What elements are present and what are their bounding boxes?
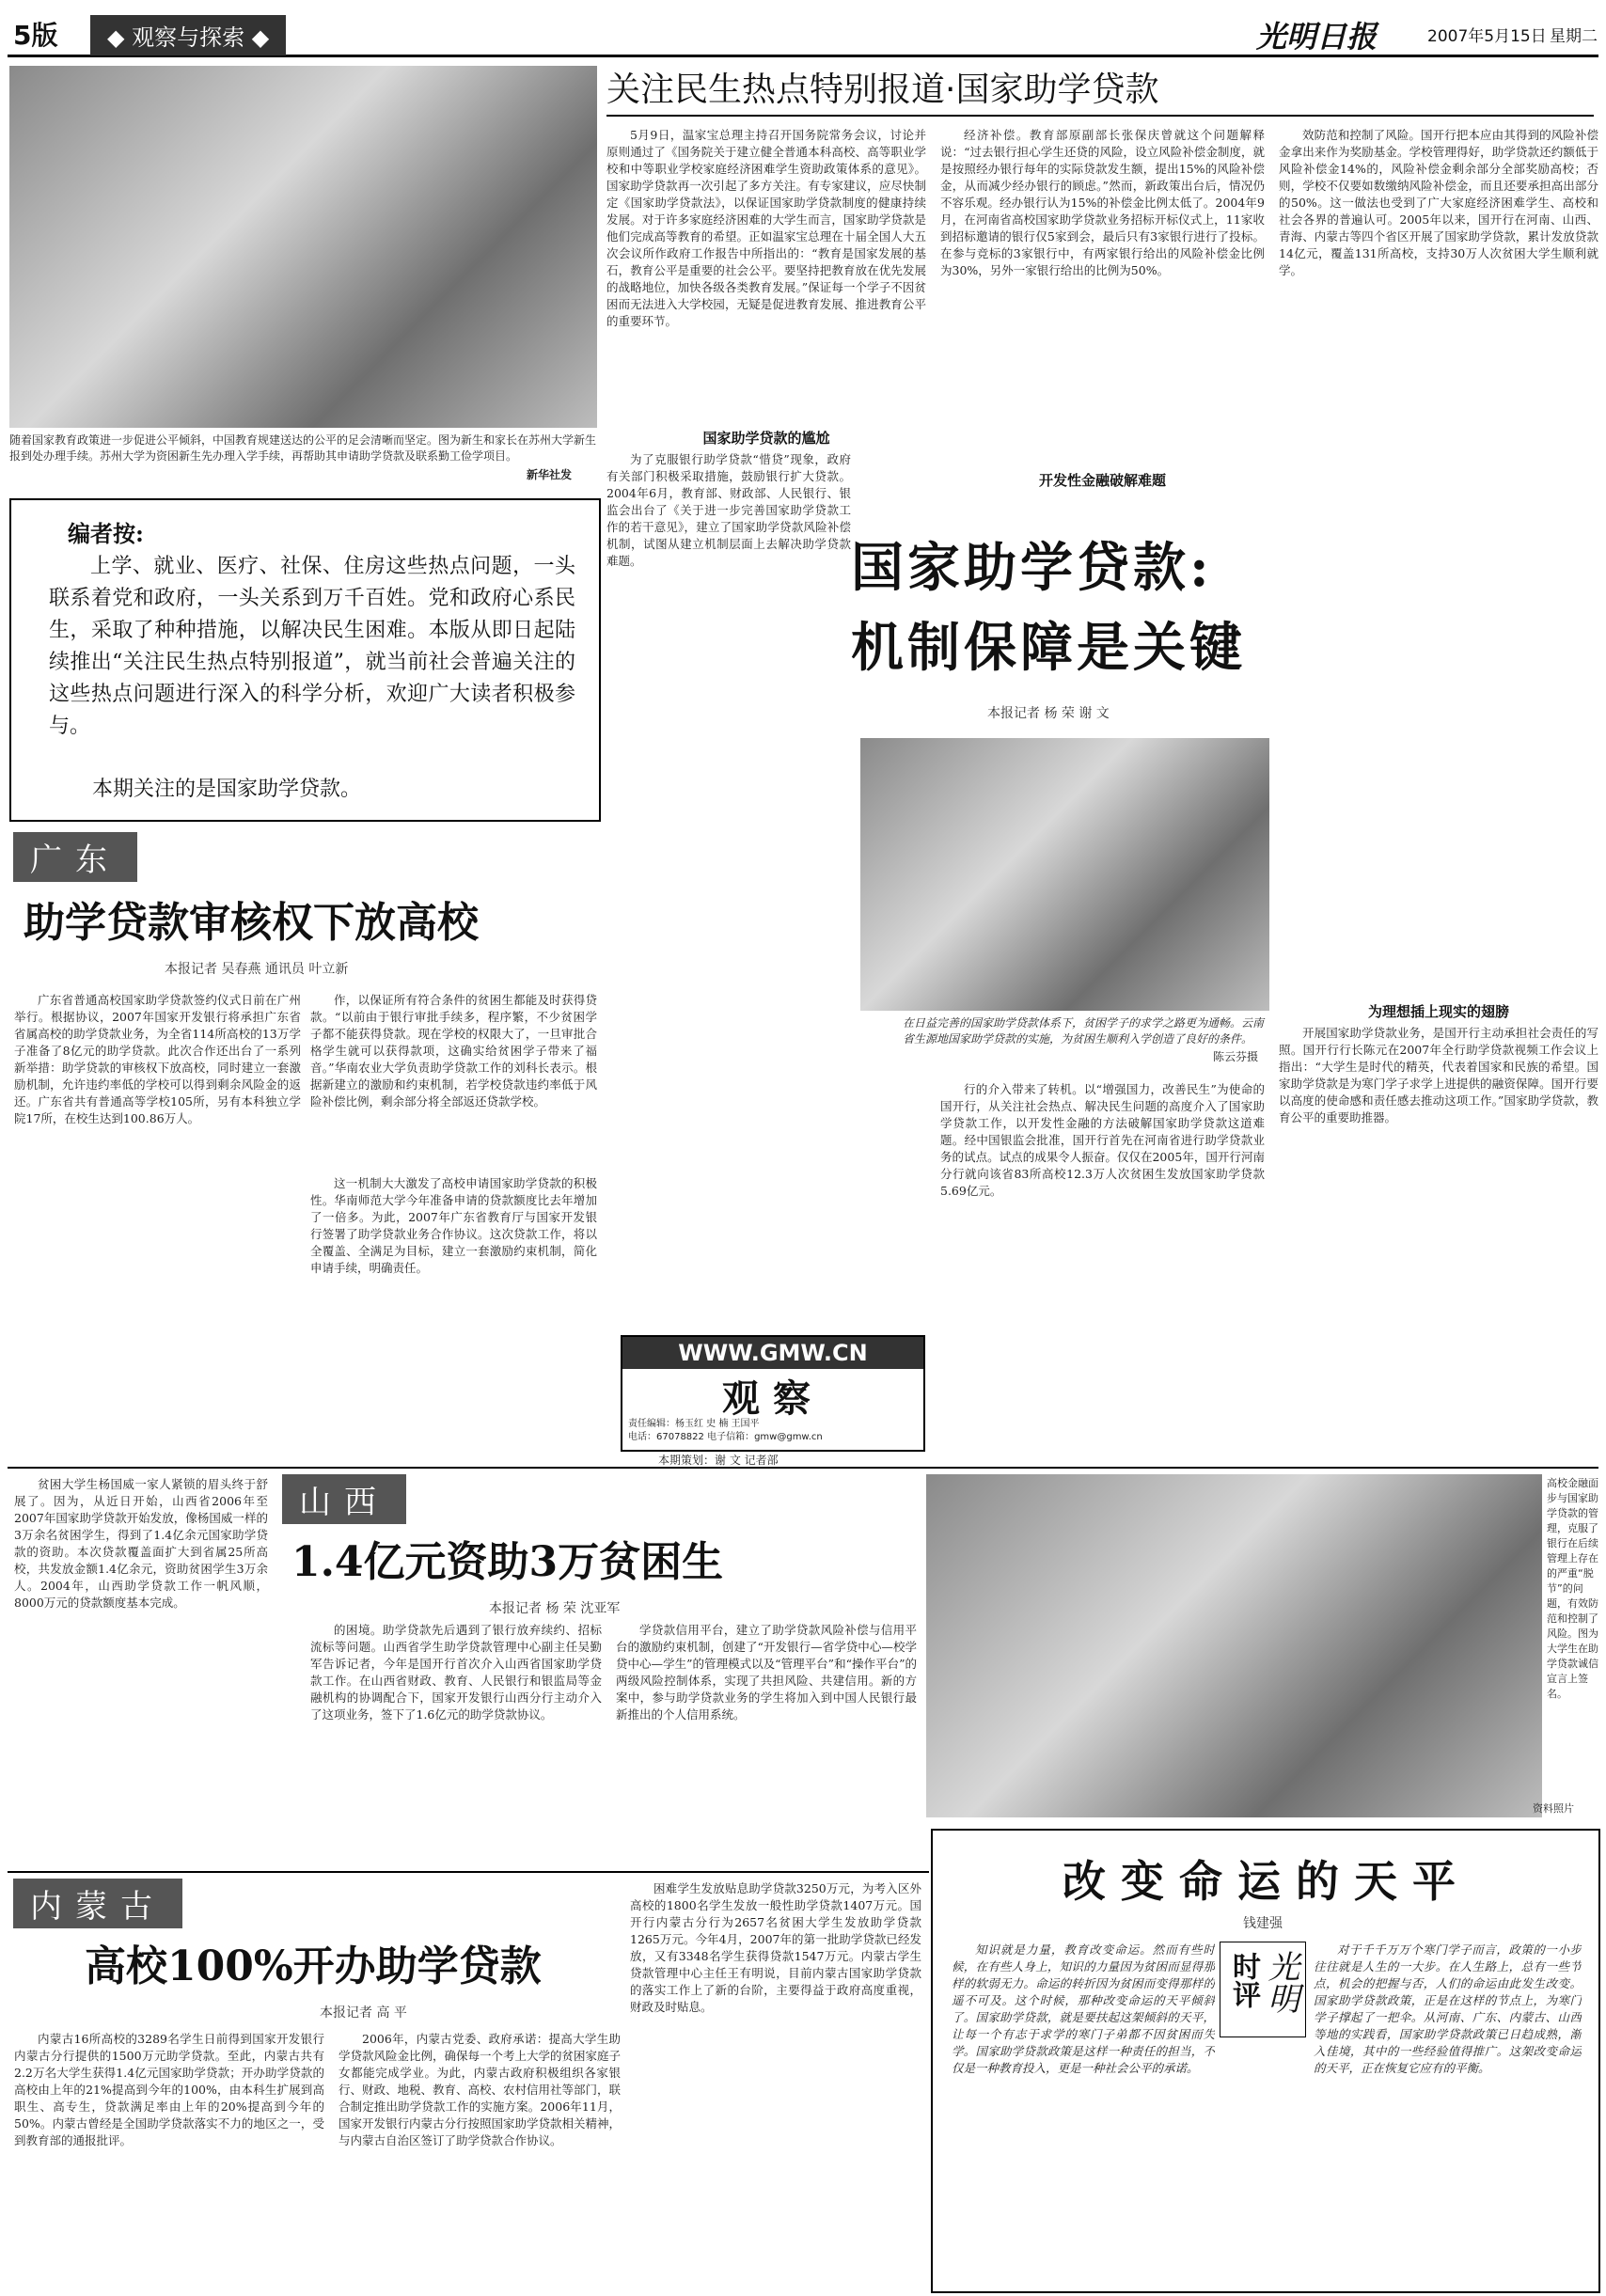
commentary-badge-big: 光明 xyxy=(1262,1950,1299,2014)
shanxi-title: 1.4亿元资助3万贫困生 xyxy=(291,1538,724,1586)
shanxi-byline: 本报记者 杨 荣 沈亚军 xyxy=(489,1601,621,1616)
issue-weekday: 星期二 xyxy=(1550,27,1598,46)
guangdong-col2: 作，以保证所有符合条件的贫困生都能及时获得贷款。“以前由于银行审批手续多，程序繁，不少贫困学子都不能获得贷款。现在学校的权限大了，一旦审批合格学生就可以获得款项，这确实给贫困学子带来了福音。”华南农业大学负责助学贷款工作的刘科长表示。根据新建立的激励和约束机制，若学校贷款违约率低于风险补偿比例，剩余部分将全部返还贷款学校。 xyxy=(310,993,597,1109)
main-title-line2: 机制保障是关键 xyxy=(851,617,1246,679)
top-photo-credit: 新华社发 xyxy=(527,468,573,481)
observe-contact: 电话：67078822 电子信箱：gmw@gmw.cn xyxy=(628,1432,823,1442)
main-article-col4b xyxy=(606,841,926,1081)
paper-name: 光明日报 xyxy=(1256,19,1378,55)
main-photo-caption: 在日益完善的国家助学贷款体系下，贫困学子的求学之路更为通畅。云南省生源地国家助学贷款的实施，为贫困生顺利入学创造了良好的条件。 xyxy=(903,1016,1265,1046)
masthead xyxy=(8,8,1598,57)
observe-title: 观察 xyxy=(722,1376,824,1421)
shanxi-col2: 的困境。助学贷款先后遇到了银行放弃续约、招标流标等问题。山西省学生助学贷款管理中心副主任吴勤军告诉记者，今年是国开行首次介入山西省国家助学贷款工作。在山西省财政、教育、人民银行和银监局等金融机构的协调配合下，国家开发银行山西分行主动介入了这项业务，签下了1.6亿元的助学贷款协议。 xyxy=(310,1623,602,1722)
guangdong-byline: 本报记者 吴春燕 通讯员 叶立新 xyxy=(165,962,349,977)
editor-note-closing: 本期关注的是国家助学贷款。 xyxy=(92,778,362,801)
editor-note-box xyxy=(9,498,601,822)
top-photo-caption: 随着国家教育政策进一步促进公平倾斜，中国教育规建送达的公平的足会清晰而坚定。图为新生和家长在苏州大学新生报到处办理手续。苏州大学为资困新生先办理入学手续，再帮助其申请助学贷款及联系勤工俭学项目。 xyxy=(9,433,597,463)
neimenggu-col2: 2006年，内蒙古党委、政府承诺：提高大学生助学贷款风险金比例，确保每一个考上大学的贫困家庭子女都能完成学业。为此，内蒙古政府积极组织各家银行、财政、地税、教育、高校、农村信用社等部门，联合制定推出助学贷款工作的实施方案。2006年11月，国家开发银行内蒙古分行按照国家助学贷款相关精神，与内蒙古自治区签订了助学贷款合作协议。 xyxy=(339,2032,621,2147)
commentary-author: 钱建强 xyxy=(1243,1916,1283,1931)
integrity-pledge-photo xyxy=(926,1474,1542,1817)
region-label-neimenggu: 内蒙古 xyxy=(13,1879,182,1928)
main-article-col6: 开展国家助学贷款业务，是国开行主动承担社会责任的写照。国开行行长陈元在2007年全行助学贷款视频工作会议上指出：“大学生是时代的精英，代表着国家和民族的希望。国家助学贷款是为寒门学子求学上进提供的融资保障。国开行要以高度的使命感和责任感去推动这项工作。”国家助学贷款，教育公平的重要助推器。 xyxy=(1279,1026,1598,1124)
main-photo-credit: 陈云芬摄 xyxy=(1213,1050,1259,1063)
observe-planner: 本期策划：谢 文 记者部 xyxy=(658,1454,779,1467)
guangdong-col1: 广东省普通高校国家助学贷款签约仪式日前在广州举行。根据协议，2007年国家开发银行将承担广东省省属高校的助学贷款业务，为全省114所高校的13万学子准备了8亿元的助学贷款。此次合作还出台了一系列新举措：助学贷款的审核权下放高校，同时建立一套激励机制，允许违约率低的学校可以得到剩余风险金的返还。广东省共有普通高等学校105所，另有本科独立学院17所，在校生达到100.86万人。 xyxy=(14,993,301,1125)
guangdong-col3: 这一机制大大激发了高校申请国家助学贷款的积极性。华南师范大学今年准备申请的贷款额度比去年增加了一倍多。为此，2007年广东省教育厅与国家开发银行签署了助学贷款业务合作协议。这次贷款工作，将以全覆盖、全满足为目标，建立一套激励约束机制，简化申请手续，明确责任。 xyxy=(310,1176,597,1275)
section-label-text: 观察与探索 xyxy=(132,24,245,51)
commentary-title: 改变命运的天平 xyxy=(1063,1856,1471,1907)
main-article-col3: 效防范和控制了风险。国开行把本应由其得到的风险补偿金拿出来作为奖励基金。学校管理得好，助学贷款还约额低于风险补偿金14%的，风险补偿金剩余部分全部奖励高校；否则，学校不仅要如数缴纳风险补偿金，而且还要承担高出部分的50%。这一做法也受到了广大家庭经济困难学生、高校和社会各界的普遍认可。2005年以来，国开行在河南、山西、青海、内蒙古等四个省区开展了国家助学贷款，累计发放贷款14亿元，覆盖131所高校，支持30万人次贫困大学生顺利就学。 xyxy=(1279,128,1598,277)
region-label-guangdong: 广东 xyxy=(13,832,137,882)
main-subhead-1: 国家助学贷款的尴尬 xyxy=(702,430,830,447)
section-label: ◆ 观察与探索 ◆ xyxy=(90,15,286,55)
shanxi-col1: 贫困大学生杨国威一家人紧锁的眉头终于舒展了。因为，从近日开始，山西省2006年至2007年国家助学贷款开始发放，像杨国威一样的3万余名贫困学生，得到了1.4亿余元国家助学贷款的资助。本次贷款覆盖面扩大到省属25所高校，共发放金额1.4亿余元，资助贫困学生3万余人。2004年，山西助学贷款工作一帆风顺，8000万元的贷款额度基本完成。 xyxy=(14,1477,268,1610)
main-subhead-3: 为理想插上现实的翅膀 xyxy=(1367,1003,1509,1020)
right-photo-caption: 高校金融面步与国家助学贷款的管理，克服了银行在后续管理上存在的严重“脱节”的问题，有效防范和控制了风险。图为大学生在助学贷款诚信宣言上签名。 xyxy=(1547,1477,1598,1700)
commentary-col1: 知识就是力量，教育改变命运。然而有些时候，在有些人身上，知识的力量因为贫困而显得那样的软弱无力。命运的转折因为贫困而变得那样的遥不可及。这个时候，那种改变命运的天平倾斜了。国家助学贷款，就是要扶起这架倾斜的天平，让每一个有志于求学的寒门子弟都不因贫困而失学。国家助学贷款政策是这样一种责任的担当，不仅是一种教育投入，更是一种社会公平的承诺。 xyxy=(952,1942,1215,2075)
neimenggu-col3: 困难学生发放贴息助学贷款3250万元，为考入区外高校的1800名学生发放一般性助学贷款1407万元。国开行内蒙古分行为2657名贫困大学生发放助学贷款1265万元。今年4月，2007年的第一批助学贷款已经发放，又有3348名学生获得贷款1547万元。内蒙古学生贷款管理中心主任王有明说，目前内蒙古国家助学贷款的落实工作上了新的台阶，主要得益于政府高度重视，财政及时贴息。 xyxy=(630,1881,921,2014)
region-label-shanxi: 山西 xyxy=(282,1474,406,1524)
commentary-box xyxy=(931,1829,1600,2293)
commentary-badge-small: 时评 xyxy=(1227,1952,1260,2008)
observe-url: WWW.GMW.CN xyxy=(622,1337,923,1369)
main-article-col5: 行的介入带来了转机。以“增强国力，改善民生”为使命的国开行，从关注社会热点、解决民生问题的高度介入了国家助学贷款工作，以开发性金融的方法破解国家助学贷款这道难题。经中国银监会批准，国开行首先在河南省进行助学贷款业务的试点。试点的成果令人振奋。仅仅在2005年，国开行河南分行就向该省83所高校12.3万人次贫困生发放国家助学贷款5.69亿元。 xyxy=(940,1082,1265,1198)
neimenggu-byline: 本报记者 高 平 xyxy=(320,2005,407,2021)
editor-note-label: 编者按: xyxy=(68,520,144,547)
main-article-col4: 为了克服银行助学贷款“惜贷”现象，政府有关部门积极采取措施，鼓励银行扩大贷款。2004年6月，教育部、财政部、人民银行、银监会出台了《关于进一步完善国家助学贷款工作的若干意见》，建立了国家助学贷款风险补偿机制，试图从建立机制层面上去解决助学贷款难题。 xyxy=(606,452,851,568)
guangdong-title: 助学贷款审核权下放高校 xyxy=(24,899,479,947)
commentary-col2: 对于千千万万个寒门学子而言，政策的一小步往往就是人生的一大步。在人生路上，总有一些节点，机会的把握与否，人们的命运由此发生改变。国家助学贷款政策，正是在这样的节点上，为寒门学子撑起了一把伞。从河南、广东、内蒙古、山西等地的实践看，国家助学贷款政策已日趋成熟，渐入佳境，其中的一些经验值得推广。这架改变命运的天平，正在恢复它应有的平衡。 xyxy=(1314,1942,1582,2075)
section-divider xyxy=(8,1467,1598,1469)
observe-box xyxy=(621,1335,925,1452)
main-byline: 本报记者 杨 荣 谢 文 xyxy=(987,706,1110,721)
commentary-badge xyxy=(1220,1942,1306,2037)
banner-headline: 关注民生热点特别报道·国家助学贷款 xyxy=(606,66,1594,117)
main-article-col1: 5月9日，温家宝总理主持召开国务院常务会议，讨论并原则通过了《国务院关于建立健全普通本科高校、高等职业学校和中等职业学校家庭经济困难学生资助政策体系的意见》。国家助学贷款再一次引起了多方关注。有专家建议，应尽快制定《国家助学贷款法》，以保证国家助学贷款制度的健康持续发展。对于许多家庭经济困难的大学生而言，国家助学贷款是他们完成高等教育的希望。正如温家宝总理在十届全国人大五次会议所作政府工作报告中所指出的：“教育是国家发展的基石，教育公平是重要的社会公平。要坚持把教育放在优先发展的战略地位，加快各级各类教育发展。”保证每一个学子不因贫困而无法进入大学校园，无疑是促进教育发展、推进教育公平的重要环节。 xyxy=(606,128,926,328)
top-news-photo xyxy=(9,66,597,428)
issue-date: 2007年5月15日 xyxy=(1427,27,1547,46)
edition-number: 5版 xyxy=(13,20,58,51)
editor-note-body: 上学、就业、医疗、社保、住房这些热点问题，一头联系着党和政府，一头关系到万千百姓。党和政府心系民生，采取了种种措施，以解决民生困难。本版从即日起陆续推出“关注民生热点特别报道”，就当前社会普遍关注的这些热点问题进行深入的科学分析，欢迎广大读者积极参与。 xyxy=(49,555,575,738)
neimenggu-title: 高校100%开办助学贷款 xyxy=(85,1942,542,1990)
neimenggu-col1: 内蒙古16所高校的3289名学生日前得到国家开发银行内蒙古分行提供的1500万元助学贷款。至此，内蒙古共有2.2万名大学生获得1.4亿元国家助学贷款；开办助学贷款的高校由上年的21%提高到今年的100%，由本科生扩展到高职生、高专生，贷款满足率由上年的20%提高到今年的50%。内蒙古曾经是全国助学贷款落实不力的地区之一，受到教育部的通报批评。 xyxy=(14,2032,324,2147)
main-subhead-2: 开发性金融破解难题 xyxy=(1038,472,1166,489)
right-photo-credit: 资料照片 xyxy=(1533,1802,1574,1815)
shanxi-col3: 学贷款信用平台，建立了助学贷款风险补偿与信用平台的激励约束机制，创建了“开发银行—省学贷中心—校学贷中心—学生”的管理模式以及“管理平台”和“操作平台”的两级风险控制体系，实现了共担风险、共建信用。新的方案中，参与助学贷款业务的学生将加入到中国人民银行最新推出的个人信用系统。 xyxy=(616,1623,917,1722)
section-divider-2 xyxy=(8,1871,929,1873)
main-title-line1: 国家助学贷款: xyxy=(851,537,1213,599)
main-article-col2: 经济补偿。教育部原副部长张保庆曾就这个问题解释说：“过去银行担心学生还贷的风险，设立风险补偿金制度，就是按照经办银行每年的实际贷款发生额，提出15%的风险补偿金，从而减少经办银行的顾虑。”然而，新政策出台后，情况仍不容乐观。经办银行认为15%的补偿金比例太低了。2004年9月，在河南省高校国家助学贷款业务招标开标仪式上，11家收到招标邀请的银行仅5家到会，最后只有3家银行进行了投标。在参与竞标的3家银行中，有两家银行给出的风险补偿金比例为30%，另外一家银行给出的比例为50%。 xyxy=(940,128,1265,277)
observe-editors: 责任编辑：杨玉红 史 楠 王国平 xyxy=(628,1419,760,1429)
